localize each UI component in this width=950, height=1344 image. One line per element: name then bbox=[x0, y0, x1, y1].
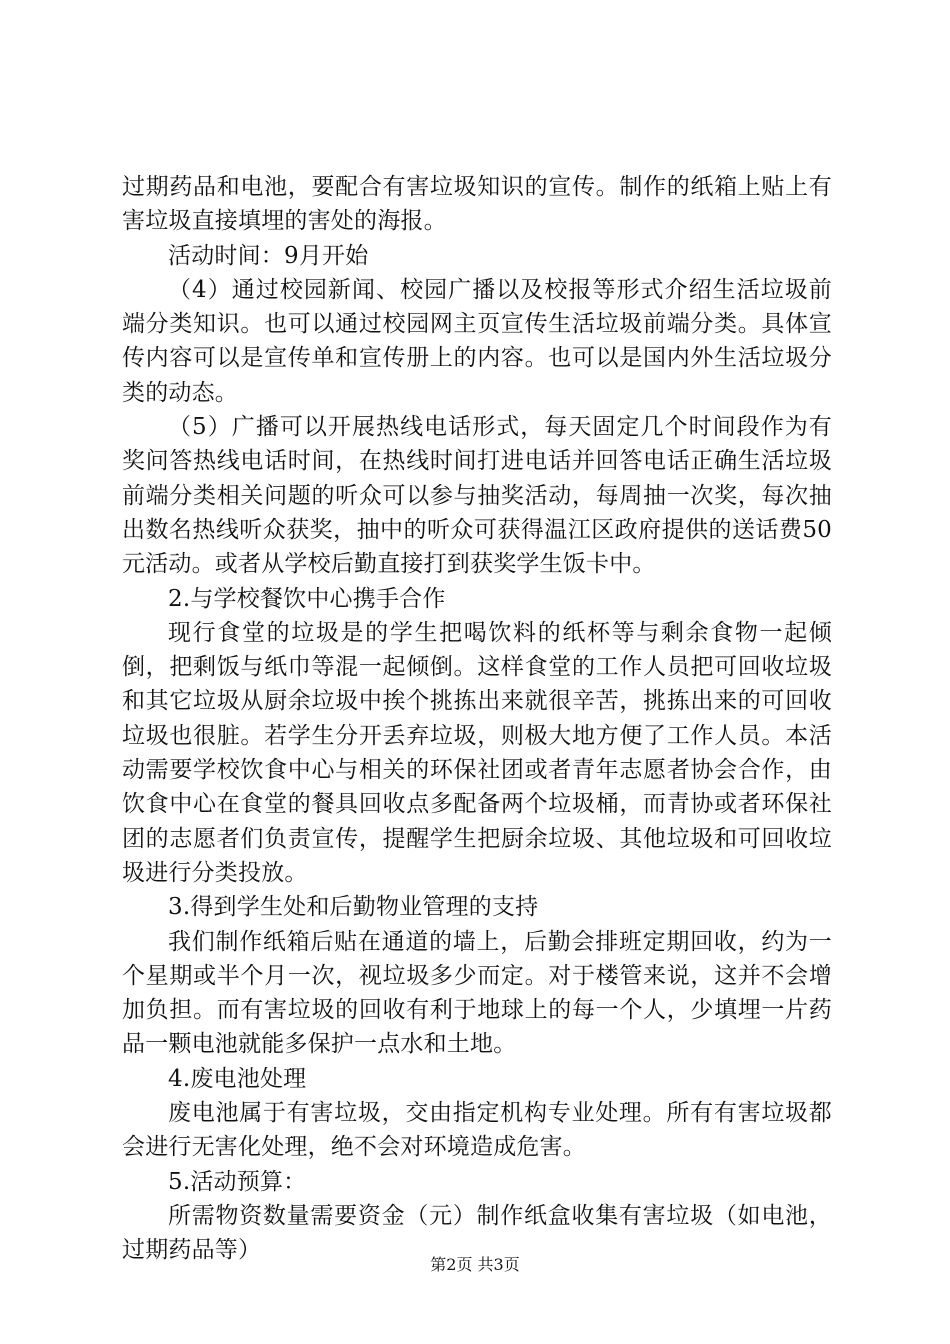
paragraph-budget: 所需物资数量需要资金（元）制作纸盒收集有害垃圾（如电池，过期药品等） bbox=[122, 1202, 832, 1264]
page-number-footer: 第2页 共3页 bbox=[430, 1255, 520, 1274]
paragraph-item-5: （5）广播可以开展热线电话形式，每天固定几个时间段作为有奖问答热线电话时间，在热线时间打进电话并回答电话正确生活垃圾前端分类相关问题的听众可以参与抽奖活动，每周抽一次奖，每次抽出数名热线听众获奖，抽中的听众可获得温江区政府提供的送话费50元活动。或者从学校后勤直接打到获奖学生饭卡中。 bbox=[122, 414, 832, 578]
paragraph-support: 我们制作纸箱后贴在通道的墙上，后勤会排班定期回收，约为一个星期或半个月一次，视垃圾多少而定。对于楼管来说，这并不会增加负担。而有害垃圾的回收有利于地球上的每一个人，少填埋一片药品一颗电池就能多保护一点水和土地。 bbox=[122, 928, 832, 1058]
section-heading-3: 3.得到学生处和后勤物业管理的支持 bbox=[168, 894, 539, 921]
section-heading-4: 4.废电池处理 bbox=[168, 1065, 307, 1092]
paragraph-item-4: （4）通过校园新闻、校园广播以及校报等形式介绍生活垃圾前端分类知识。也可以通过校园网主页宣传生活垃圾前端分类。具体宣传内容可以是宣传单和宣传册上的内容。也可以是国内外生活垃圾分类的动态。 bbox=[122, 276, 832, 406]
activity-time: 活动时间：9月开始 bbox=[168, 242, 369, 269]
paragraph-continued: 过期药品和电池，要配合有害垃圾知识的宣传。制作的纸箱上贴上有害垃圾直接填埋的害处的海报。 bbox=[122, 174, 832, 235]
paragraph-battery: 废电池属于有害垃圾，交由指定机构专业处理。所有有害垃圾都会进行无害化处理，绝不会对环境造成危害。 bbox=[122, 1100, 832, 1161]
section-heading-5: 5.活动预算： bbox=[168, 1168, 307, 1195]
section-heading-2: 2.与学校餐饮中心携手合作 bbox=[168, 585, 446, 612]
paragraph-cafeteria: 现行食堂的垃圾是的学生把喝饮料的纸杯等与剩余食物一起倾倒，把剩饭与纸巾等混一起倾倒。这样食堂的工作人员把可回收垃圾和其它垃圾从厨余垃圾中挨个挑拣出来就很辛苦，挑拣出来的可回收垃圾也很脏。若学生分开丢弃垃圾，则极大地方便了工作人员。本活动需要学校饮食中心与相关的环保社团或者青年志愿者协会合作，由饮食中心在食堂的餐具回收点多配备两个垃圾桶，而青协或者环保社团的志愿者们负责宣传，提醒学生把厨余垃圾、其他垃圾和可回收垃圾进行分类投放。 bbox=[122, 619, 832, 886]
document-body bbox=[122, 170, 832, 1268]
